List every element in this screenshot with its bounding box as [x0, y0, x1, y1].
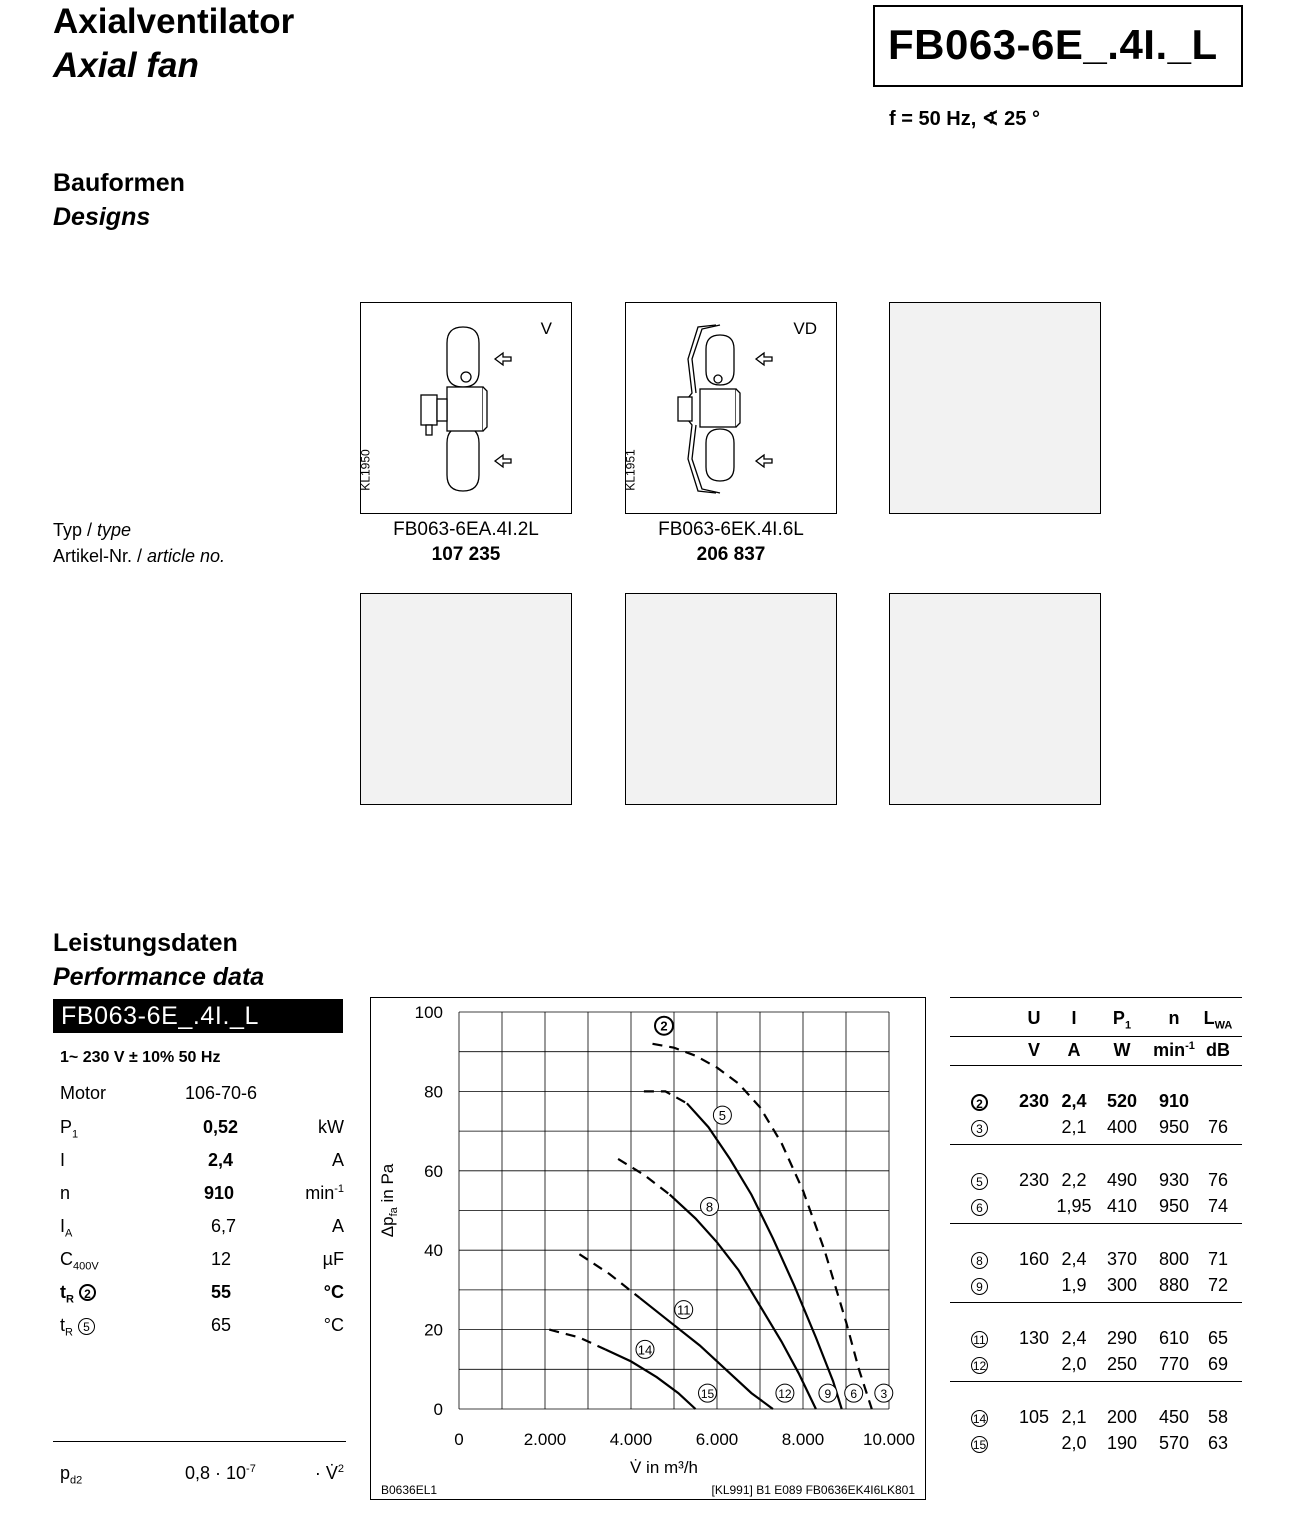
chart-footer-left: B0636EL1 [381, 1483, 438, 1497]
table-cell: 930 [1158, 1170, 1190, 1190]
end-label: 3 [880, 1387, 888, 1402]
column-header: n [1168, 1008, 1180, 1028]
x-tick-label: 4.000 [609, 1430, 653, 1449]
article-value: 206 837 [696, 544, 766, 565]
curve-14 [605, 1349, 695, 1409]
row-label-sub: 1 [72, 1128, 79, 1141]
curve-8 [670, 1195, 816, 1409]
curve-circle-icon: 2 [79, 1284, 96, 1301]
curve-circle-icon: 9 [971, 1278, 988, 1295]
speed-row [60, 1183, 344, 1204]
table-cell: 130 [1018, 1328, 1050, 1348]
design-placeholder [889, 593, 1101, 805]
row-value: 910 [204, 1183, 235, 1203]
table-cell: 71 [1207, 1249, 1229, 1269]
curve-14-stall [549, 1330, 605, 1350]
curve-5-stall [644, 1091, 687, 1103]
model-bar: FB063-6E_.4I._L [53, 999, 343, 1033]
tr2-row [60, 1282, 344, 1306]
supply-text: 1~ 230 V ± 10% 50 Hz [60, 1049, 221, 1066]
curve-label: 14 [637, 1342, 653, 1358]
row-value: 0,52 [203, 1117, 239, 1137]
row-label: Motor [60, 1083, 107, 1103]
curve-label: 8 [705, 1199, 714, 1215]
units-rule [950, 1065, 1242, 1066]
table-cell: 72 [1207, 1275, 1229, 1295]
table-cell: 230 [1018, 1091, 1050, 1111]
table-cell: 76 [1207, 1170, 1229, 1190]
tr5-row [60, 1315, 344, 1339]
curve-circle-icon: 3 [971, 1120, 988, 1137]
table-cell: 370 [1106, 1249, 1138, 1269]
table-cell: 2,1 [1061, 1117, 1087, 1137]
table-cell: 190 [1106, 1433, 1138, 1453]
capacitor-row [60, 1249, 344, 1273]
row-value: 106-70-6 [185, 1083, 258, 1103]
performance-heading-en: Performance data [53, 963, 265, 991]
x-tick-label: 0 [454, 1430, 464, 1449]
y-tick-label: 40 [424, 1241, 443, 1261]
curve-circle-icon: 8 [971, 1252, 988, 1269]
row-label: C [60, 1249, 73, 1269]
table-cell: 910 [1158, 1091, 1190, 1111]
type-label-de: Typ / [53, 520, 98, 540]
row-label-sub: 400V [73, 1260, 99, 1273]
table-cell: 76 [1207, 1117, 1229, 1137]
table-cell: 880 [1158, 1275, 1190, 1295]
row-label: I [60, 1216, 66, 1236]
curve-5 [687, 1103, 842, 1409]
x-axis-label: V̇ in m³/h [629, 1458, 699, 1477]
table-cell: 290 [1106, 1328, 1138, 1348]
curve-circle-icon: 14 [972, 1412, 987, 1426]
title-en: Axial fan [53, 46, 199, 85]
column-header: $L_{WA}$ [1203, 1008, 1233, 1032]
unit-header: dB [1206, 1040, 1230, 1060]
article-value: 107 235 [431, 544, 501, 565]
drawing-number: KL1951 [623, 449, 638, 491]
table-cell: 63 [1207, 1433, 1229, 1453]
group-rule [950, 1381, 1242, 1382]
end-label: 6 [850, 1387, 858, 1402]
model-title: FB063-6E_.4I._L [888, 21, 1218, 68]
x-tick-label: 8.000 [781, 1430, 825, 1449]
column-header: $P_1$ [1112, 1008, 1132, 1032]
table-cell: 610 [1158, 1328, 1190, 1348]
table-cell: 490 [1106, 1170, 1138, 1190]
pd2-row [60, 1463, 344, 1487]
table-cell: 800 [1158, 1249, 1190, 1269]
header-rule [950, 1036, 1242, 1037]
row-label: n [60, 1183, 71, 1203]
curve-label: 11 [676, 1302, 691, 1318]
curve-label: 2 [660, 1018, 668, 1034]
column-header: I [1071, 1008, 1077, 1028]
table-cell: 250 [1106, 1354, 1138, 1374]
fan-drawing-icon [623, 303, 836, 513]
curve-8-stall [618, 1159, 670, 1195]
row-label-sub: R [65, 1326, 73, 1339]
x-tick-label: 10.000 [863, 1430, 915, 1449]
group-rule [950, 1144, 1242, 1145]
unit-sup: 2 [337, 1463, 344, 1475]
article-label-de: Artikel-Nr. / [53, 546, 148, 566]
y-tick-label: 0 [433, 1400, 443, 1419]
type-value: FB063-6EA.4I.2L [393, 519, 539, 540]
table-cell: 65 [1207, 1328, 1229, 1348]
row-value [185, 1463, 256, 1484]
row-value: 55 [211, 1282, 232, 1302]
table-cell: 770 [1158, 1354, 1190, 1374]
row-unit [305, 1183, 344, 1204]
motor-row [60, 1083, 344, 1104]
row-value: 6,7 [211, 1216, 237, 1236]
row-label-sub: R [66, 1293, 74, 1306]
p1-row [60, 1117, 344, 1141]
performance-chart [371, 998, 925, 1499]
angle-icon: ∢ [981, 108, 999, 130]
table-cell: 58 [1207, 1407, 1229, 1427]
row-label-sub: d2 [70, 1474, 83, 1487]
type-value: FB063-6EK.4I.6L [658, 519, 804, 540]
row-label: P [60, 1117, 73, 1137]
table-cell: 950 [1158, 1196, 1190, 1216]
curve-circle-icon: 11 [971, 1331, 988, 1348]
unit-text: min [305, 1183, 335, 1203]
table-cell: 950 [1158, 1117, 1190, 1137]
fan-drawing-icon [358, 303, 571, 513]
table-cell: 105 [1018, 1407, 1050, 1427]
current-row [60, 1150, 344, 1171]
unit-text: · V̇ [314, 1463, 338, 1483]
table-cell: 160 [1018, 1249, 1050, 1269]
design-drawing-v [360, 302, 572, 514]
table-cell: 2,0 [1061, 1354, 1087, 1374]
unit-sup: -1 [334, 1183, 344, 1195]
value-exp: -7 [246, 1463, 256, 1475]
drawing-number: KL1950 [358, 449, 373, 491]
table-cell: 410 [1106, 1196, 1138, 1216]
curve-circle-icon: 12 [972, 1359, 987, 1373]
type-label-en: type [97, 520, 132, 540]
table-cell: 400 [1106, 1117, 1138, 1137]
unit-header: A [1067, 1040, 1081, 1060]
table-cell: 1,95 [1056, 1196, 1092, 1216]
design-code: VD [793, 319, 817, 338]
row-unit: °C [323, 1282, 344, 1302]
table-cell: 2,1 [1061, 1407, 1087, 1427]
row-label: p [60, 1463, 71, 1483]
x-tick-label: 6.000 [695, 1430, 739, 1449]
model-box [873, 5, 1243, 87]
designs-heading-en: Designs [53, 203, 151, 231]
row-value: 12 [211, 1249, 232, 1269]
row-unit: kW [318, 1117, 344, 1137]
designs-heading-de: Bauformen [53, 169, 185, 197]
row-value: 2,4 [208, 1150, 234, 1170]
y-tick-label: 100 [414, 1003, 443, 1022]
table-cell: 74 [1207, 1196, 1229, 1216]
y-axis-label: $\Delta p_{fa}$ in Pa [378, 1163, 400, 1238]
row-value: 65 [211, 1315, 232, 1335]
group-rule [950, 1223, 1242, 1224]
row-unit: °C [323, 1315, 344, 1335]
article-label-en: article no. [147, 546, 226, 566]
curve-circle-icon: 15 [972, 1438, 987, 1452]
row-unit: µF [322, 1249, 344, 1269]
value-text: 0,8 · 10 [185, 1463, 247, 1483]
curve-2 [653, 1044, 872, 1409]
unit-header: W [1113, 1040, 1131, 1060]
end-label: 15 [700, 1387, 715, 1402]
table-cell: 2,4 [1061, 1091, 1087, 1111]
table-cell: 450 [1158, 1407, 1190, 1427]
frequency-text: f = 50 Hz, [889, 108, 977, 130]
group-rule [950, 1302, 1242, 1303]
table-cell: 1,9 [1061, 1275, 1087, 1295]
table-cell: 230 [1018, 1170, 1050, 1190]
design-placeholder [360, 593, 572, 805]
table-cell: 520 [1106, 1091, 1138, 1111]
column-header: U [1027, 1008, 1041, 1028]
divider [53, 1441, 346, 1442]
article-label [53, 546, 225, 567]
curve-circle-icon: 5 [971, 1173, 988, 1190]
table-cell: 2,0 [1061, 1433, 1087, 1453]
performance-heading-de: Leistungsdaten [53, 929, 238, 957]
row-unit: A [331, 1216, 344, 1236]
row-unit: A [331, 1150, 344, 1170]
row-label-sub: A [65, 1227, 73, 1240]
ratings-body [950, 998, 1242, 1468]
chart-footer-right: [KL991] B1 E089 FB0636EK4I6LK801 [711, 1483, 915, 1497]
performance-chart-frame [370, 997, 926, 1500]
curve-circle-icon: 2 [971, 1094, 988, 1111]
y-tick-label: 80 [424, 1082, 443, 1102]
unit-header: $\min^{-1}$ [1153, 1040, 1195, 1060]
row-unit [315, 1463, 344, 1484]
curve-circle-icon: 5 [78, 1318, 95, 1335]
curve-circle-icon: 6 [971, 1199, 988, 1216]
table-cell: 300 [1106, 1275, 1138, 1295]
design-code: V [540, 319, 552, 338]
angle-value: 25 ° [1004, 108, 1040, 130]
table-cell: 2,4 [1061, 1328, 1087, 1348]
table-cell: 200 [1106, 1407, 1138, 1427]
y-tick-label: 20 [424, 1320, 443, 1340]
row-label: I [60, 1150, 66, 1170]
ratings-table [950, 997, 1242, 1468]
row-label: t [60, 1315, 66, 1335]
table-cell: 2,4 [1061, 1249, 1087, 1269]
end-label: 9 [824, 1387, 832, 1402]
design-placeholder [889, 302, 1101, 514]
y-tick-label: 60 [424, 1161, 443, 1181]
row-label: t [60, 1282, 66, 1302]
ia-row [60, 1216, 344, 1240]
table-cell: 570 [1158, 1433, 1190, 1453]
frequency-angle [889, 106, 1040, 131]
design-drawing-vd [625, 302, 837, 514]
title-de: Axialventilator [53, 2, 295, 41]
type-label [53, 520, 131, 541]
unit-header: V [1027, 1040, 1040, 1060]
x-tick-label: 2.000 [523, 1430, 567, 1449]
table-cell: 2,2 [1061, 1170, 1087, 1190]
curve-11-stall [579, 1254, 639, 1298]
table-cell: 69 [1207, 1354, 1229, 1374]
end-label: 12 [778, 1387, 792, 1402]
design-placeholder [625, 593, 837, 805]
curve-label: 5 [718, 1108, 727, 1124]
